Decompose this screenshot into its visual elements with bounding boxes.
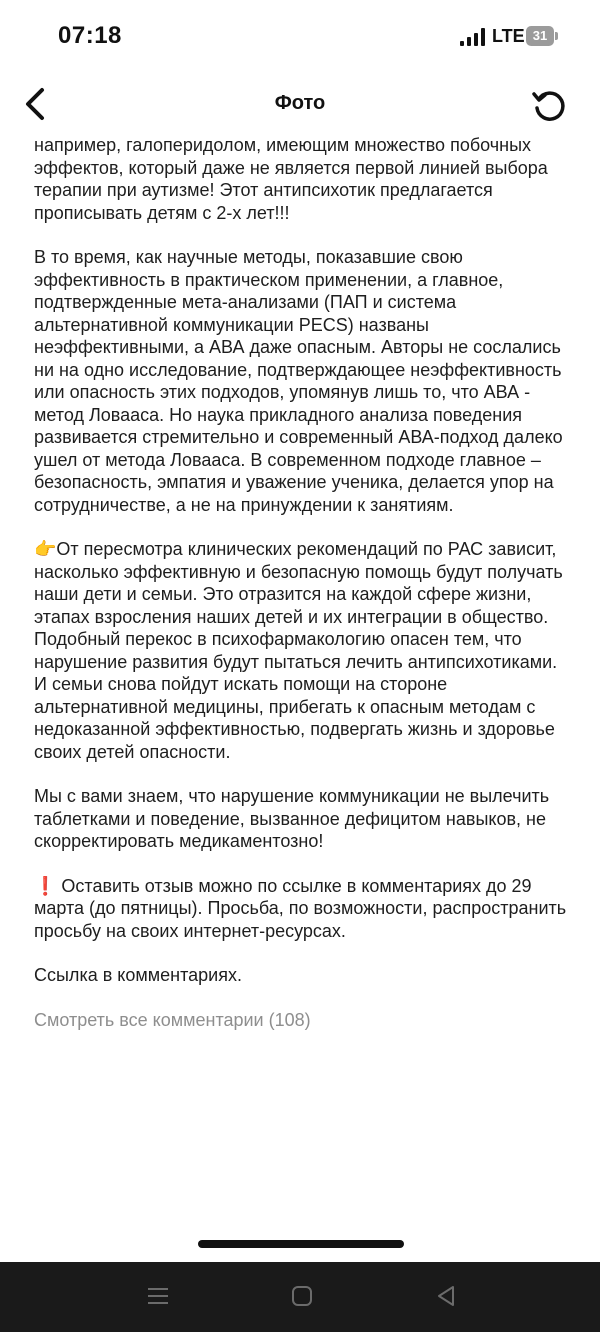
- battery-icon: [526, 26, 558, 46]
- nav-header: [0, 72, 600, 136]
- post-paragraph: Мы с вами знаем, что нарушение коммуникации не вылечить таблетками и поведение, вызванное дефицитом навыков, не скорректировать медикаментозно!: [34, 786, 550, 851]
- triangle-back-icon[interactable]: [434, 1284, 458, 1308]
- battery-tip: [555, 32, 558, 40]
- signal-bars-icon: [460, 28, 486, 46]
- home-icon[interactable]: [290, 1284, 314, 1308]
- menu-icon[interactable]: [146, 1284, 170, 1308]
- refresh-icon[interactable]: [530, 86, 568, 124]
- status-time: 07:18: [58, 22, 122, 49]
- post-paragraph: 👉От пересмотра клинических рекомендаций по РАС зависит, насколько эффективную и безопасную помощь будут получать наши дети и семьи. Это отразится на каждой сфере жизни, этапах взросления наших детей и их интеграции в общество. Подобный перекос в психофармакологию опасен тем, что нарушение развития будут пытаться лечить антипсихотиками. И семьи снова пойдут искать помощи на стороне альтернативной медицины, прибегать к опасным методам с недоказанной эффективностью, подвергать жизнь и здоровье своих детей опасности.: [34, 539, 563, 762]
- network-type-label: LTE: [492, 26, 525, 46]
- post-paragraph: например, галоперидолом, имеющим множество побочных эффектов, который даже не является первой линией выбора терапии при аутизме! Этот антипсихотик предлагается прописывать детям с 2-х лет!!!: [34, 135, 548, 223]
- view-all-comments-link[interactable]: Смотреть все комментарии (108): [34, 1009, 311, 1030]
- status-bar: [0, 0, 600, 72]
- home-indicator[interactable]: [198, 1240, 404, 1248]
- battery-level: 31: [526, 26, 554, 46]
- post-caption: [34, 134, 574, 1194]
- post-paragraph: В то время, как научные методы, показавшие свою эффективность в практическом применении, а главное, подтвержденные мета-анализами (ПАП и система альтернативной коммуникации PECS) названы неэффективными, а АВА даже опасным. Авторы не сослались ни на одно исследование, подтверждающее неэффективность или опасность этих подходов, упомянув лишь то, что АВА - метод Ловааса. Но наука прикладного анализа поведения развивается стремительно и современный АВА-подход далеко ушел от метода Ловааса. В современном подходе главное – безопасность, эмпатия и уважение ученика, делается упор на сотрудничестве, а не на принуждении к занятиям.: [34, 247, 563, 515]
- post-paragraph: Ссылка в комментариях.: [34, 965, 242, 985]
- post-paragraph: ❗ Оставить отзыв можно по ссылке в комментариях до 29 марта (до пятницы). Просьба, по возможности, распространить просьбу на своих интернет-ресурсах.: [34, 875, 567, 941]
- system-navigation-bar: [0, 1262, 600, 1332]
- page-title: Фото: [274, 92, 326, 114]
